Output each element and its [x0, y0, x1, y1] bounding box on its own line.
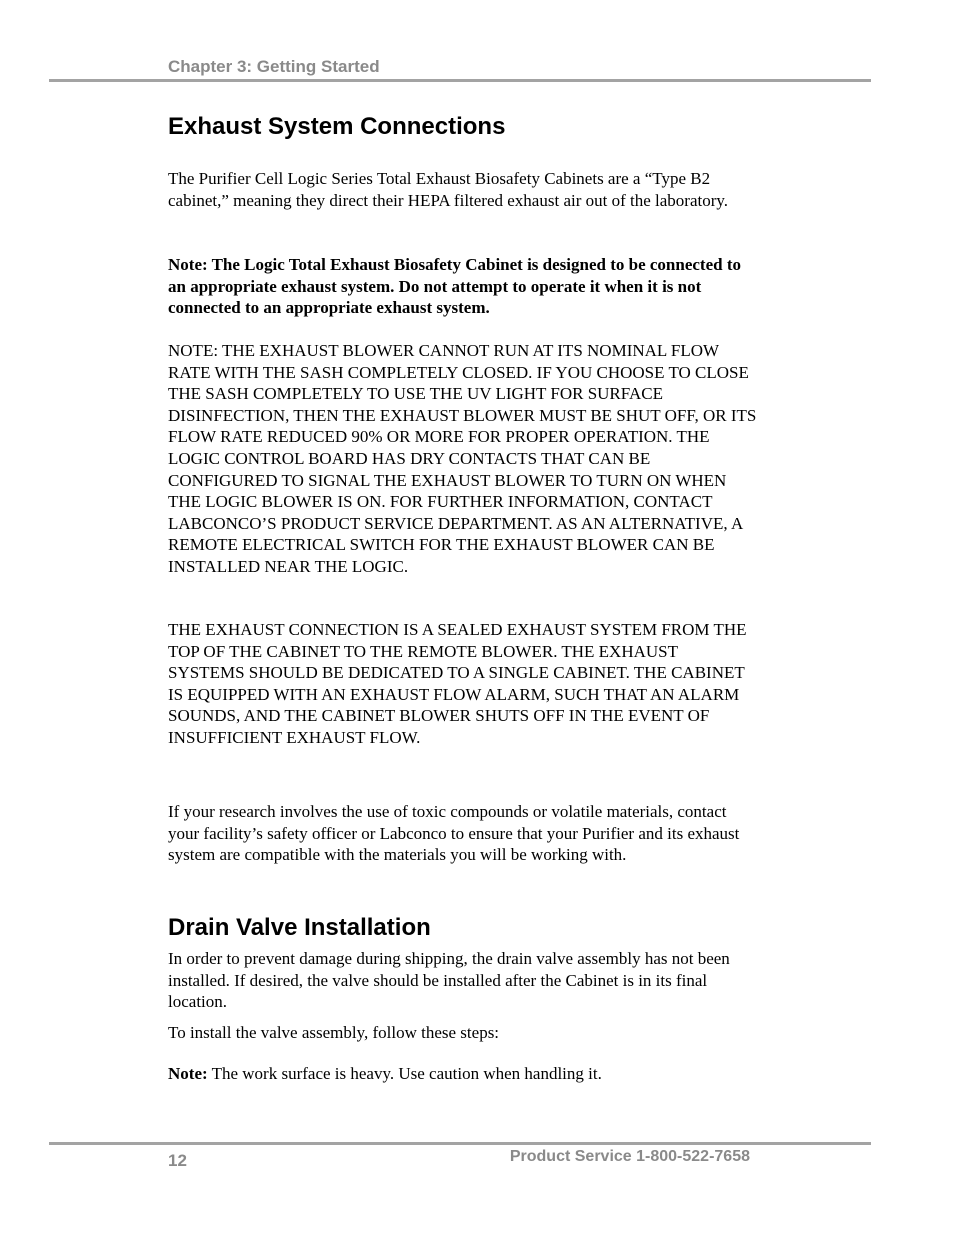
exhaust-blower-note: NOTE: THE EXHAUST BLOWER CANNOT RUN AT ITS NOMINAL FLOW RATE WITH THE SASH COMPLETELY CLOSED. IF YOU CHOOSE TO CLOSE THE SASH COMPLETELY TO USE THE UV LIGHT FOR SURFACE DISINFECTION, THEN THE EXHAUST BLOWER MUST BE SHUT OFF, OR ITS FLOW RATE REDUCED 90% OR MORE FOR PROPER OPERATION. THE LOGIC CONTROL BOARD HAS DRY CONTACTS THAT CAN BE CONFIGURED TO SIGNAL THE EXHAUST BLOWER TO TURN ON WHEN THE LOGIC BLOWER IS ON. FOR FURTHER INFORMATION, CONTACT LABCONCO’S PRODUCT SERVICE DEPARTMENT. AS AN ALTERNATIVE, A REMOTE ELECTRICAL SWITCH FOR THE EXHAUST BLOWER CAN BE INSTALLED NEAR THE LOGIC. [168, 341, 757, 576]
exhaust-intro-paragraph: The Purifier Cell Logic Series Total Exhaust Biosafety Cabinets are a “Type B2 cabinet,” meaning they direct their HEPA filtered exhaust air out of the laboratory. [168, 169, 729, 210]
drain-note-text: The work surface is heavy. Use caution when handling it. [207, 1064, 602, 1083]
header-rule [49, 79, 871, 82]
page-number: 12 [168, 1151, 187, 1170]
section-title-exhaust: Exhaust System Connections [168, 113, 506, 140]
exhaust-connection-note: THE EXHAUST CONNECTION IS A SEALED EXHAUST SYSTEM FROM THE TOP OF THE CABINET TO THE REMOTE BLOWER. THE EXHAUST SYSTEMS SHOULD BE DEDICATED TO A SINGLE CABINET. THE CABINET IS EQUIPPED WITH AN EXHAUST FLOW ALARM, SUCH THAT AN ALARM SOUNDS, AND THE CABINET BLOWER SHUTS OFF IN THE EVENT OF INSUFFICIENT EXHAUST FLOW. [168, 620, 747, 747]
toxic-materials-paragraph: If your research involves the use of toxic compounds or volatile materials, contact your facility’s safety officer or Labconco to ensure that your Purifier and its exhaust system are compatible with the materials you will be working with. [168, 802, 740, 865]
section-title-drain: Drain Valve Installation [168, 914, 431, 941]
drain-note [168, 1063, 758, 1085]
running-header: Chapter 3: Getting Started [168, 57, 380, 76]
drain-steps-intro: To install the valve assembly, follow these steps: [168, 1023, 500, 1042]
drain-intro-paragraph: In order to prevent damage during shipping, the drain valve assembly has not been installed. If desired, the valve should be installed after the Cabinet is in its final location. [168, 949, 730, 1012]
exhaust-bold-note: Note: The Logic Total Exhaust Biosafety Cabinet is designed to be connected to an appropriate exhaust system. Do not attempt to operate it when it is not connected to an appropriate exhaust system. [168, 255, 741, 318]
product-service-phone: Product Service 1-800-522-7658 [509, 1148, 750, 1165]
footer-rule [49, 1142, 871, 1145]
drain-note-label: Note: [168, 1064, 208, 1083]
